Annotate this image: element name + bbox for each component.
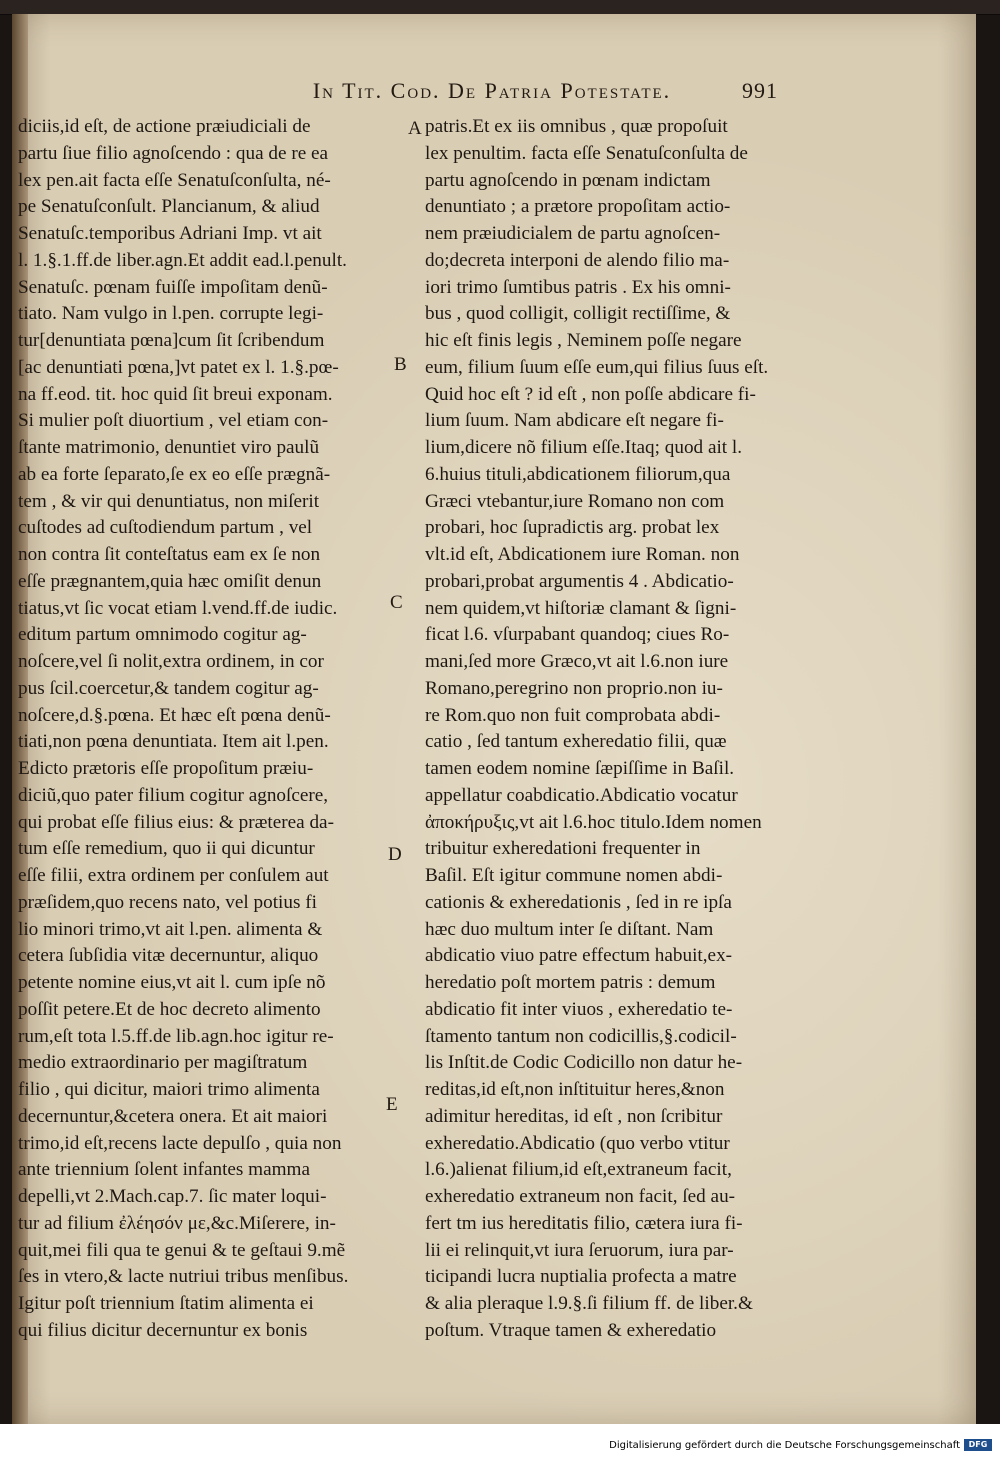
left-column-line: Senatuſc.temporibus Adriani Imp. vt ait bbox=[18, 223, 322, 244]
right-column-line: fert tm ius hereditatis filio, cætera iura fi- bbox=[425, 1212, 743, 1234]
right-column-line: patris.Et ex iis omnibus , quæ propoſuit bbox=[425, 116, 728, 137]
left-column-line: qui probat eſſe filius eius: & præterea da- bbox=[18, 811, 334, 833]
left-column-line: rum,eſt tota l.5.ff.de lib.agn.hoc igitur re- bbox=[18, 1025, 334, 1047]
right-column-line: lis Inſtit.de Codic Codicillo non datur he- bbox=[425, 1052, 743, 1074]
right-column-line: mani,ſed more Græco,vt ait l.6.non iure bbox=[425, 651, 729, 672]
right-text-column bbox=[425, 114, 795, 1345]
right-column-line: hæc duo multum inter ſe diſtant. Nam bbox=[425, 918, 714, 940]
right-column-line: cationis & exheredationis , ſed in re ipſa bbox=[425, 891, 732, 913]
left-column-line: quit,mei fili qua te genui & te geſtaui 9.mẽ bbox=[18, 1239, 346, 1261]
left-column-line: filio , qui dicitur, maiori trimo alimenta bbox=[18, 1079, 320, 1100]
right-column-line: vlt.id eſt, Abdicationem iure Roman. non bbox=[425, 544, 740, 565]
right-column-line: adimitur hereditas, id eſt , non ſcribitur bbox=[425, 1105, 723, 1127]
funding-credit: Digitalisierung gefördert durch die Deutsche Forschungsgemeinschaft bbox=[609, 1440, 960, 1451]
margin-letter-e: E bbox=[386, 1094, 398, 1115]
left-column-line: cuſtodes ad cuſtodiendum partum , vel bbox=[18, 517, 313, 539]
left-column-line: trimo,id eſt,recens lacte depulſo , quia non bbox=[18, 1132, 342, 1154]
left-column-line: noſcere,d.§.pœna. Et hæc eſt pœna denũ- bbox=[18, 704, 331, 726]
left-column-line: diciũ,quo pater filium cogitur agnoſcere, bbox=[18, 784, 329, 806]
right-column-line: ἀποκήρυξις,vt ait l.6.hoc titulo.Idem nomen bbox=[425, 811, 762, 833]
left-column-line: pe Senatuſconſult. Plancianum, & aliud bbox=[18, 196, 320, 218]
right-column-line: probari, hoc ſupradictis arg. probat lex bbox=[425, 517, 720, 539]
right-column-line: Baſil. Eſt igitur commune nomen abdi- bbox=[425, 865, 723, 886]
left-column-line: pus ſcil.coercetur,& tandem cogitur ag- bbox=[18, 677, 319, 699]
left-column-line: ſtante matrimonio, denuntiet viro paulũ bbox=[18, 437, 320, 458]
left-column-line: ſes in vtero,& lacte nutriui tribus menſibus. bbox=[18, 1266, 349, 1288]
right-column-line: nem præiudicialem de partu agnoſcen- bbox=[425, 223, 721, 244]
left-column-line: lio minori trimo,vt ait l.pen. alimenta & bbox=[18, 918, 323, 940]
right-column-line: probari,probat argumentis 4 . Abdicatio- bbox=[425, 570, 734, 592]
margin-letter-c: C bbox=[390, 592, 403, 613]
left-column-line: [ac denuntiati pœna,]vt patet ex l. 1.§.pœ- bbox=[18, 356, 339, 378]
right-column-line: lii ei relinquit,vt iura ſeruorum, iura par- bbox=[425, 1239, 734, 1261]
right-column-line: poſtum. Vtraque tamen & exheredatio bbox=[425, 1319, 717, 1341]
right-column-line: & alia pleraque l.9.§.ſi filium ff. de liber.& bbox=[425, 1293, 753, 1314]
left-column-line: tur[denuntiata pœna]cum ſit ſcribendum bbox=[18, 330, 325, 351]
left-column-line: poſſit petere.Et de hoc decreto alimento bbox=[18, 998, 321, 1020]
margin-letter-d: D bbox=[388, 844, 402, 865]
right-column-line: reditas,id eſt,non inſtituitur heres,&non bbox=[425, 1079, 725, 1100]
right-column-line: do;decreta interponi de alendo filio ma- bbox=[425, 249, 730, 271]
left-column-line: Si mulier poſt diuortium , vel etiam con- bbox=[18, 410, 329, 432]
left-column-line: l. 1.§.1.ff.de liber.agn.Et addit ead.l.penult. bbox=[18, 249, 347, 271]
right-column-line: nem quidem,vt hiſtoriæ clamant & ſigni- bbox=[425, 597, 737, 619]
right-column-line: tamen eodem nomine ſæpiſſime in Baſil. bbox=[425, 758, 735, 779]
left-column-line: petente nomine eius,vt ait l. cum ipſe nõ bbox=[18, 972, 326, 993]
right-column-line: lex penultim. facta eſſe Senatuſconſulta de bbox=[425, 142, 748, 164]
left-column-line: ante triennium ſolent infantes mamma bbox=[18, 1159, 310, 1181]
right-column-line: appellatur coabdicatio.Abdicatio vocatur bbox=[425, 784, 738, 806]
left-column-line: tiati,non pœna denuntiata. Item ait l.pen. bbox=[18, 731, 329, 753]
right-column-line: tribuitur exheredationi frequenter in bbox=[425, 838, 701, 860]
left-column-line: eſſe prægnantem,quia hæc omiſit denun bbox=[18, 570, 322, 592]
right-column-line: bus , quod colligit, colligit rectiſſime, & bbox=[425, 303, 731, 325]
left-column-line: depelli,vt 2.Mach.cap.7. ſic mater loqui- bbox=[18, 1186, 327, 1207]
running-head: In Tit. Cod. De Patria Potestate. bbox=[312, 78, 672, 103]
right-column-line: l.6.)alienat filium,id eſt,extraneum facit, bbox=[425, 1159, 732, 1181]
left-column-line: editum partum omnimodo cogitur ag- bbox=[18, 624, 307, 646]
viewer-top-bar bbox=[0, 0, 1000, 15]
margin-letter-b: B bbox=[394, 354, 407, 375]
right-column-line: iori trimo ſumtibus patris . Ex his omni- bbox=[425, 276, 731, 298]
left-column-line: qui filius dicitur decernuntur ex bonis bbox=[18, 1319, 308, 1341]
right-column-line: catio , ſed tantum exheredatio filii, quæ bbox=[425, 731, 727, 753]
right-column-line: heredatio poſt mortem patris : demum bbox=[425, 972, 716, 993]
left-column-line: decernuntur,&cetera onera. Et ait maiori bbox=[18, 1105, 328, 1127]
left-column-line: tiatus,vt ſic vocat etiam l.vend.ff.de iudic. bbox=[18, 597, 338, 619]
left-text-column bbox=[18, 114, 408, 1345]
page-number: 991 bbox=[742, 78, 778, 103]
left-column-line: eſſe filii, extra ordinem per conſulem aut bbox=[18, 865, 329, 886]
left-column-line: medio extraordinario per magiſtratum bbox=[18, 1052, 308, 1074]
right-column-line: ticipandi lucra nuptialia profecta a matre bbox=[425, 1266, 737, 1288]
left-column-line: tiato. Nam vulgo in l.pen. corrupte legi- bbox=[18, 303, 324, 325]
left-column-line: lex pen.ait facta eſſe Senatuſconſulta, né- bbox=[18, 169, 331, 191]
left-column-line: partu ſiue filio agnoſcendo : qua de re ea bbox=[18, 142, 329, 164]
left-column-line: Senatuſc. pœnam fuiſſe impoſitam denũ- bbox=[18, 276, 328, 298]
footer-bar bbox=[0, 1424, 1000, 1457]
right-column-line: exheredatio.Abdicatio (quo verbo vtitur bbox=[425, 1132, 730, 1154]
left-column-line: Igitur poſt triennium ſtatim alimenta ei bbox=[18, 1293, 314, 1314]
left-column-line: præſidem,quo recens nato, vel potius fi bbox=[18, 891, 317, 913]
right-column-line: hic eſt finis legis , Neminem poſſe negare bbox=[425, 330, 742, 351]
left-column-line: na ff.eod. tit. hoc quid ſit breui exponam. bbox=[18, 383, 333, 405]
right-column-line: lium ſuum. Nam abdicare eſt negare fi- bbox=[425, 410, 724, 432]
left-column-line: cetera ſubſidia vitæ decernuntur, aliquo bbox=[18, 945, 319, 967]
left-column-line: tum eſſe remedium, quo ii qui dicuntur bbox=[18, 838, 315, 860]
right-column-line: Romano,peregrino non proprio.non iu- bbox=[425, 677, 723, 699]
right-column-line: exheredatio extraneum non facit, ſed au- bbox=[425, 1186, 736, 1207]
right-column-line: ſtamento tantum non codicillis,§.codicil- bbox=[425, 1025, 737, 1047]
right-column-line: Græci vtebantur,iure Romano non com bbox=[425, 490, 725, 512]
right-column-line: ficat l.6. vſurpabant quandoq; ciues Ro- bbox=[425, 624, 730, 646]
left-column-line: tem , & vir qui denuntiatus, non miſerit bbox=[18, 490, 320, 512]
left-column-line: non contra ſit conteſtatus eam ex ſe non bbox=[18, 544, 321, 565]
left-column-line: ab ea forte ſeparato,ſe ex eo eſſe prægnã- bbox=[18, 463, 331, 485]
right-column-line: 6.huius tituli,abdicationem filiorum,qua bbox=[425, 463, 731, 485]
left-column-line: tur ad filium ἐλέησόν με,&c.Miſerere, in- bbox=[18, 1212, 336, 1234]
right-column-line: re Rom.quo non fuit comprobata abdi- bbox=[425, 704, 721, 726]
dfg-logo: DFG bbox=[964, 1439, 992, 1451]
margin-letter-a: A bbox=[408, 118, 422, 139]
right-column-line: denuntiato ; a prætore propoſitam actio- bbox=[425, 196, 731, 218]
right-column-line: abdicatio viuo patre effectum habuit,ex- bbox=[425, 945, 733, 967]
right-column-line: abdicatio fit inter viuos , exheredatio te- bbox=[425, 998, 733, 1020]
left-column-line: diciis,id eſt, de actione præiudiciali de bbox=[18, 116, 311, 137]
right-column-line: eum, filium ſuum eſſe eum,qui filius ſuus eſt. bbox=[425, 356, 769, 378]
left-column-line: noſcere,vel ſi nolit,extra ordinem, in cor bbox=[18, 651, 324, 672]
right-column-line: partu agnoſcendo in pœnam indictam bbox=[425, 169, 711, 191]
right-column-line: Quid hoc eſt ? id eſt , non poſſe abdicare fi- bbox=[425, 383, 756, 405]
left-column-line: Edicto prætoris eſſe propoſitum præiu- bbox=[18, 758, 314, 779]
right-column-line: lium,dicere nõ filium eſſe.Itaq; quod ait l. bbox=[425, 437, 743, 458]
scanned-page bbox=[12, 14, 976, 1424]
